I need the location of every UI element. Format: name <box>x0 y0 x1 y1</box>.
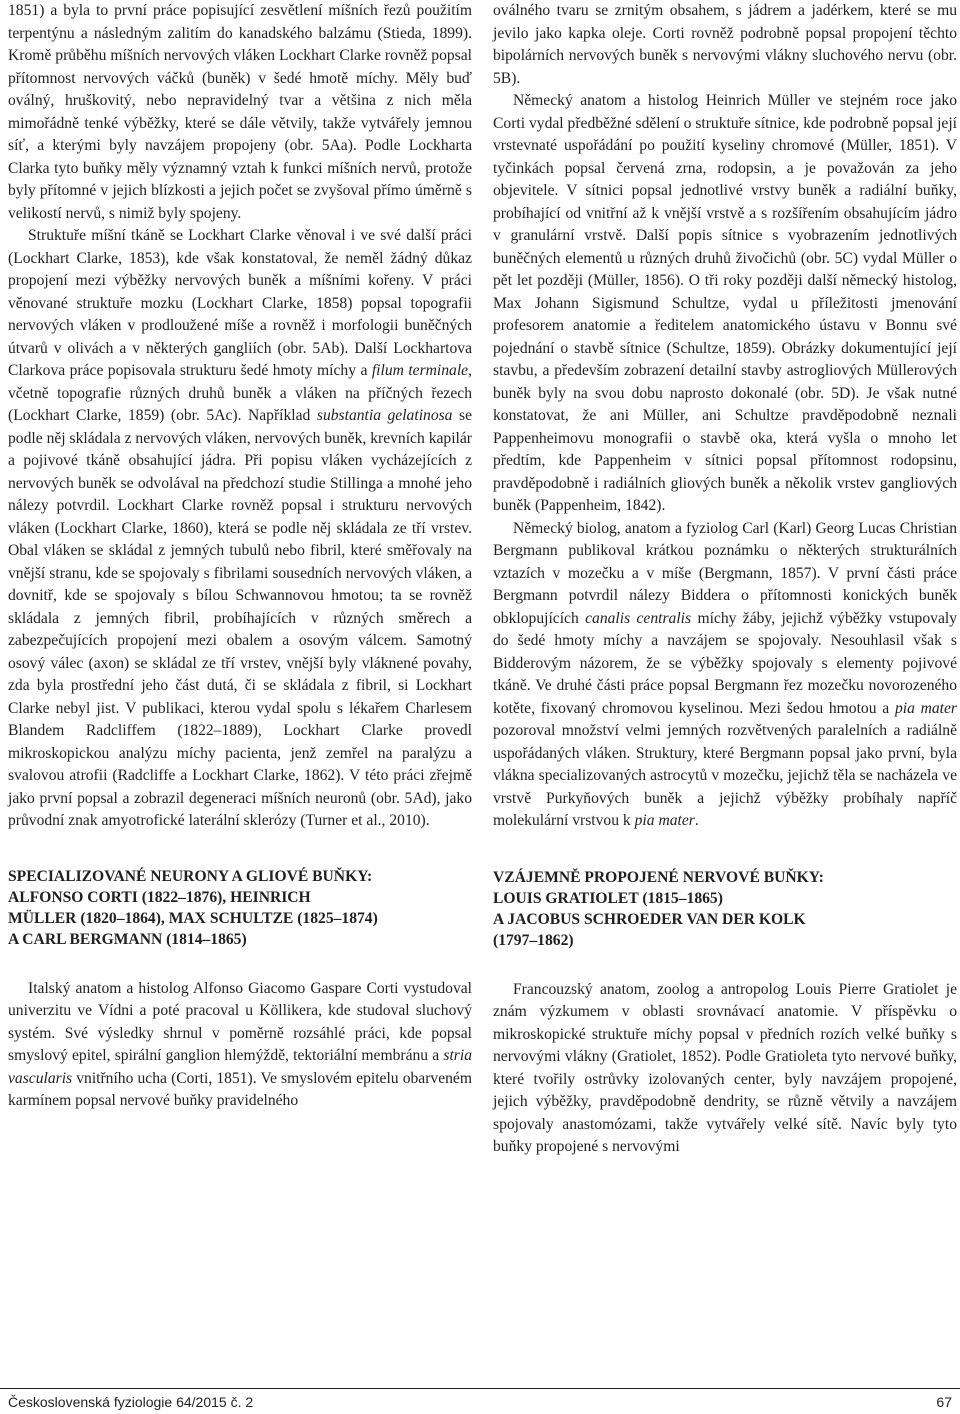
paragraph: 1851) a byla to první práce popisující zesvětlení míšních řezů použitím terpentýnu a následným zalitím do kanadského balzámu (Stieda, 1899). Kromě průběhu míšních nervových vláken Lockhart Clarke rovněž popsal přítomnost nervových váčků (buněk) v šedé hmotě míchy. Měly buď oválný, hruškovitý, nebo nepravidelný tvar a většina z nich měla mimořádně tenké výběžky, které se dále větvily, takže vytvářely jemnou síť, a kterými byly navzájem propojeny (obr. 5Aa). Podle Lockharta Clarka tyto buňky měly významný vztah k funkci míšních nervů, protože byly přítomné v jejich blízkosti a jejich počet se zvyšoval přímo úměrně s velikostí nervů, s nimiž byly spojeny. <box>8 2 472 222</box>
paragraph: Italský anatom a histolog Alfonso Giacomo Gaspare Corti vystudoval univerzitu ve Vídni a poté pracoval u Köllikera, kde studoval sluchový systém. Své výsledky shrnul v poměrně rozsáhlé práci, kde popsal smyslový epitel, spirální ganglion hlemýždě, tektoriální membránu a stria vascularis vnitřního ucha (Corti, 1851). Ve smyslovém epitelu obarveném karmínem popsal nervové buňky pravidelného <box>8 979 472 1109</box>
journal-citation: Československá fyziologie 64/2015 č. 2 <box>8 1394 254 1410</box>
footer-divider <box>0 1388 960 1389</box>
paragraph: Německý biolog, anatom a fyziolog Carl (Karl) Georg Lucas Christian Bergmann publikoval krátkou poznámku o některých strukturálních vztazích v mozečku a v míše (Bergmann, 1857). V první části práce Bergmann potvrdil nálezy Biddera o přítomnosti konických buněk obklopujících canalis centralis míchy žáby, jejichž výběžky vstupovaly do šedé hmoty míchy a navzájem se spojovaly. Nesouhlasil však s Bidderovým názorem, že se výběžky spojovaly s elementy pojivové tkáně. Ve druhé části práce popsal Bergmann řez mozečku novorozeného kotěte, fixovaný chromovou kyselinou. Mezi šedou hmotou a pia mater pozoroval množství velmi jemných rozvětvených paralelních a radiálně uspořádaných vláken. Struktury, které Bergmann popsal jako první, byla vlákna specializovaných astrocytů v mozečku, jejichž těla se nacházela ve vrstvě Purkyňových buněk a jejichž výběžky probíhaly napříč molekulární vrstvou k pia mater. <box>493 519 957 829</box>
section-heading: SPECIALIZOVANÉ NEURONY A GLIOVÉ BUŇKY: ALFONSO CORTI (1822–1876), HEINRICH MÜLLER (1820–1864), MAX SCHULTZE (1825–1874) A CARL BERGMANN (1814–1865) <box>8 867 378 948</box>
right-column <box>493 0 957 1159</box>
paragraph: Německý anatom a histolog Heinrich Müller ve stejném roce jako Corti vydal předběžné sdělení o struktuře sítnice, kde podrobně popsal její vrstevnaté uspořádání po použití kyseliny chromové (Müller, 1851). V tyčinkách popsal červená zrna, rodopsin, a je považován za jeho objevitele. V sítnici popsal jednotlivé vrstvy buněk a radiální buňky, probíhající od vnitřní až k vnější vrstvě a s rozšířením obsahujícím jádro v granulární vrstvě. Další popis sítnice s vyobrazením jednotlivých buněčných elementů u různých druhů živočichů (obr. 5C) vydal Müller o pět let později (Müller, 1856). O tři roky později další německý histolog, Max Johann Sigismund Schultze, vydal u příležitosti jmenování profesorem anatomie a ředitelem anatomického ústavu v Bonnu své pojednání o stavbě sítnice (Schultze, 1859). Obrázky dokumentující její stavbu, a především zobrazení detailní stavby astrogliových Müllerových buněk byly na svou dobu naprosto dokonalé (obr. 5D). Je však nutné konstatovat, že ani Müller, ani Schultze pravděpodobně neznali Pappenheimovu monografii o stavbě oka, která vyšla o mnoho let předtím, kde Pappenheim v sítnici popsal přítomnost rodopsinu, pravděpodobně i radiálních gliových buněk a několik vrstev gangliových buněk (Pappenheim, 1842). <box>493 92 957 514</box>
page-number: 67 <box>936 1394 952 1410</box>
paragraph: oválného tvaru se zrnitým obsahem, s jádrem a jadérkem, které se mu jevilo jako kapka oleje. Corti rovněž podrobně popsal propojení těchto bipolárních nervových buněk s nervovými vlákny sluchového nervu (obr. 5B). <box>493 2 957 87</box>
paragraph: Struktuře míšní tkáně se Lockhart Clarke věnoval i ve své další práci (Lockhart Clarke, 1853), kde však konstatoval, že neměl žádný důkaz propojení mezi výběžky nervových buněk a míšními kořeny. V práci věnované struktuře mozku (Lockhart Clarke, 1858) popsal topografii nervových vláken v prodloužené míše a rovněž i morfologii buněčných útvarů v olivách a v některých gangliích (obr. 5Ab). Další Lockhartova Clarkova práce popisovala strukturu šedé hmoty míchy a filum terminale, včetně topografie různých druhů buněk a vláken na příčných řezech (Lockhart Clarke, 1859) (obr. 5Ac). Například substantia gelatinosa se podle něj skládala z nervových vláken, nervových buněk, krevních kapilár a pojivové tkáně obsahující jádra. Při popisu vláken vycházejících z nervových buněk se odvolával na předchozí studie Stillinga a mnohé jeho nálezy potvrdil. Lockhart Clarke rovněž popsal i strukturu nervových vláken (Lockhart Clarke, 1860), která se podle něj skládala ze tří vrstev. Obal vláken se skládal z jemných tubulů nebo fibril, které směřovaly na vnější stranu, kde se spojovaly s fibrilami sousedních nervových vláken, a dovnitř, kde se spojovaly s bílou Schwannovou hmotou; ta se rovněž skládala z jemných fibril, probíhajících v různých směrech a zabezpečujících propojení mezi obalem a osovým válcem. Samotný osový válec (axon) se skládal ze tří vrstev, vnější byly vláknené povahy, zda byla prostřední jeho část dutá, či se skládala z fibril, si Lockhart Clarke nebyl jist. V publikaci, kterou vydal spolu s lékařem Charlesem Blandem Radcliffem (1822–1889), Lockhart Clarke provedl mikroskopickou analýzu míchy pacienta, jenž zemřel na paralýzu a svalovou atrofii (Radcliffe a Lockhart Clarke, 1862). V této práci zřejmě jako první popsal a zobrazil degeneraci míšních neuronů (obr. 5Ad), jako průvodní znak amyotrofické laterální sklerózy (Turner et al., 2010). <box>8 227 473 829</box>
section-heading: VZÁJEMNĚ PROPOJENÉ NERVOVÉ BUŇKY: LOUIS GRATIOLET (1815–1865) A JACOBUS SCHROEDER VAN DER KOLK (1797–1862) <box>493 868 824 949</box>
paragraph: Francouzský anatom, zoolog a antropolog Louis Pierre Gratiolet je znám výzkumem v oblasti srovnávací anatomie. V příspěvku o mikroskopické struktuře míchy popsal v předních rozích velké buňky s nervovými vlákny (Gratiolet, 1852). Podle Gratioleta tyto nervové buňky, které tvořily ostrůvky izolovaných center, byly navzájem propojené, jejich výběžky, pravděpodobně dendrity, se různě větvily a navzájem spojovaly anastomózami, takže vytvářely velké sítě. Navíc byly tyto buňky propojené s nervovými <box>493 980 957 1155</box>
left-column <box>8 0 472 1113</box>
